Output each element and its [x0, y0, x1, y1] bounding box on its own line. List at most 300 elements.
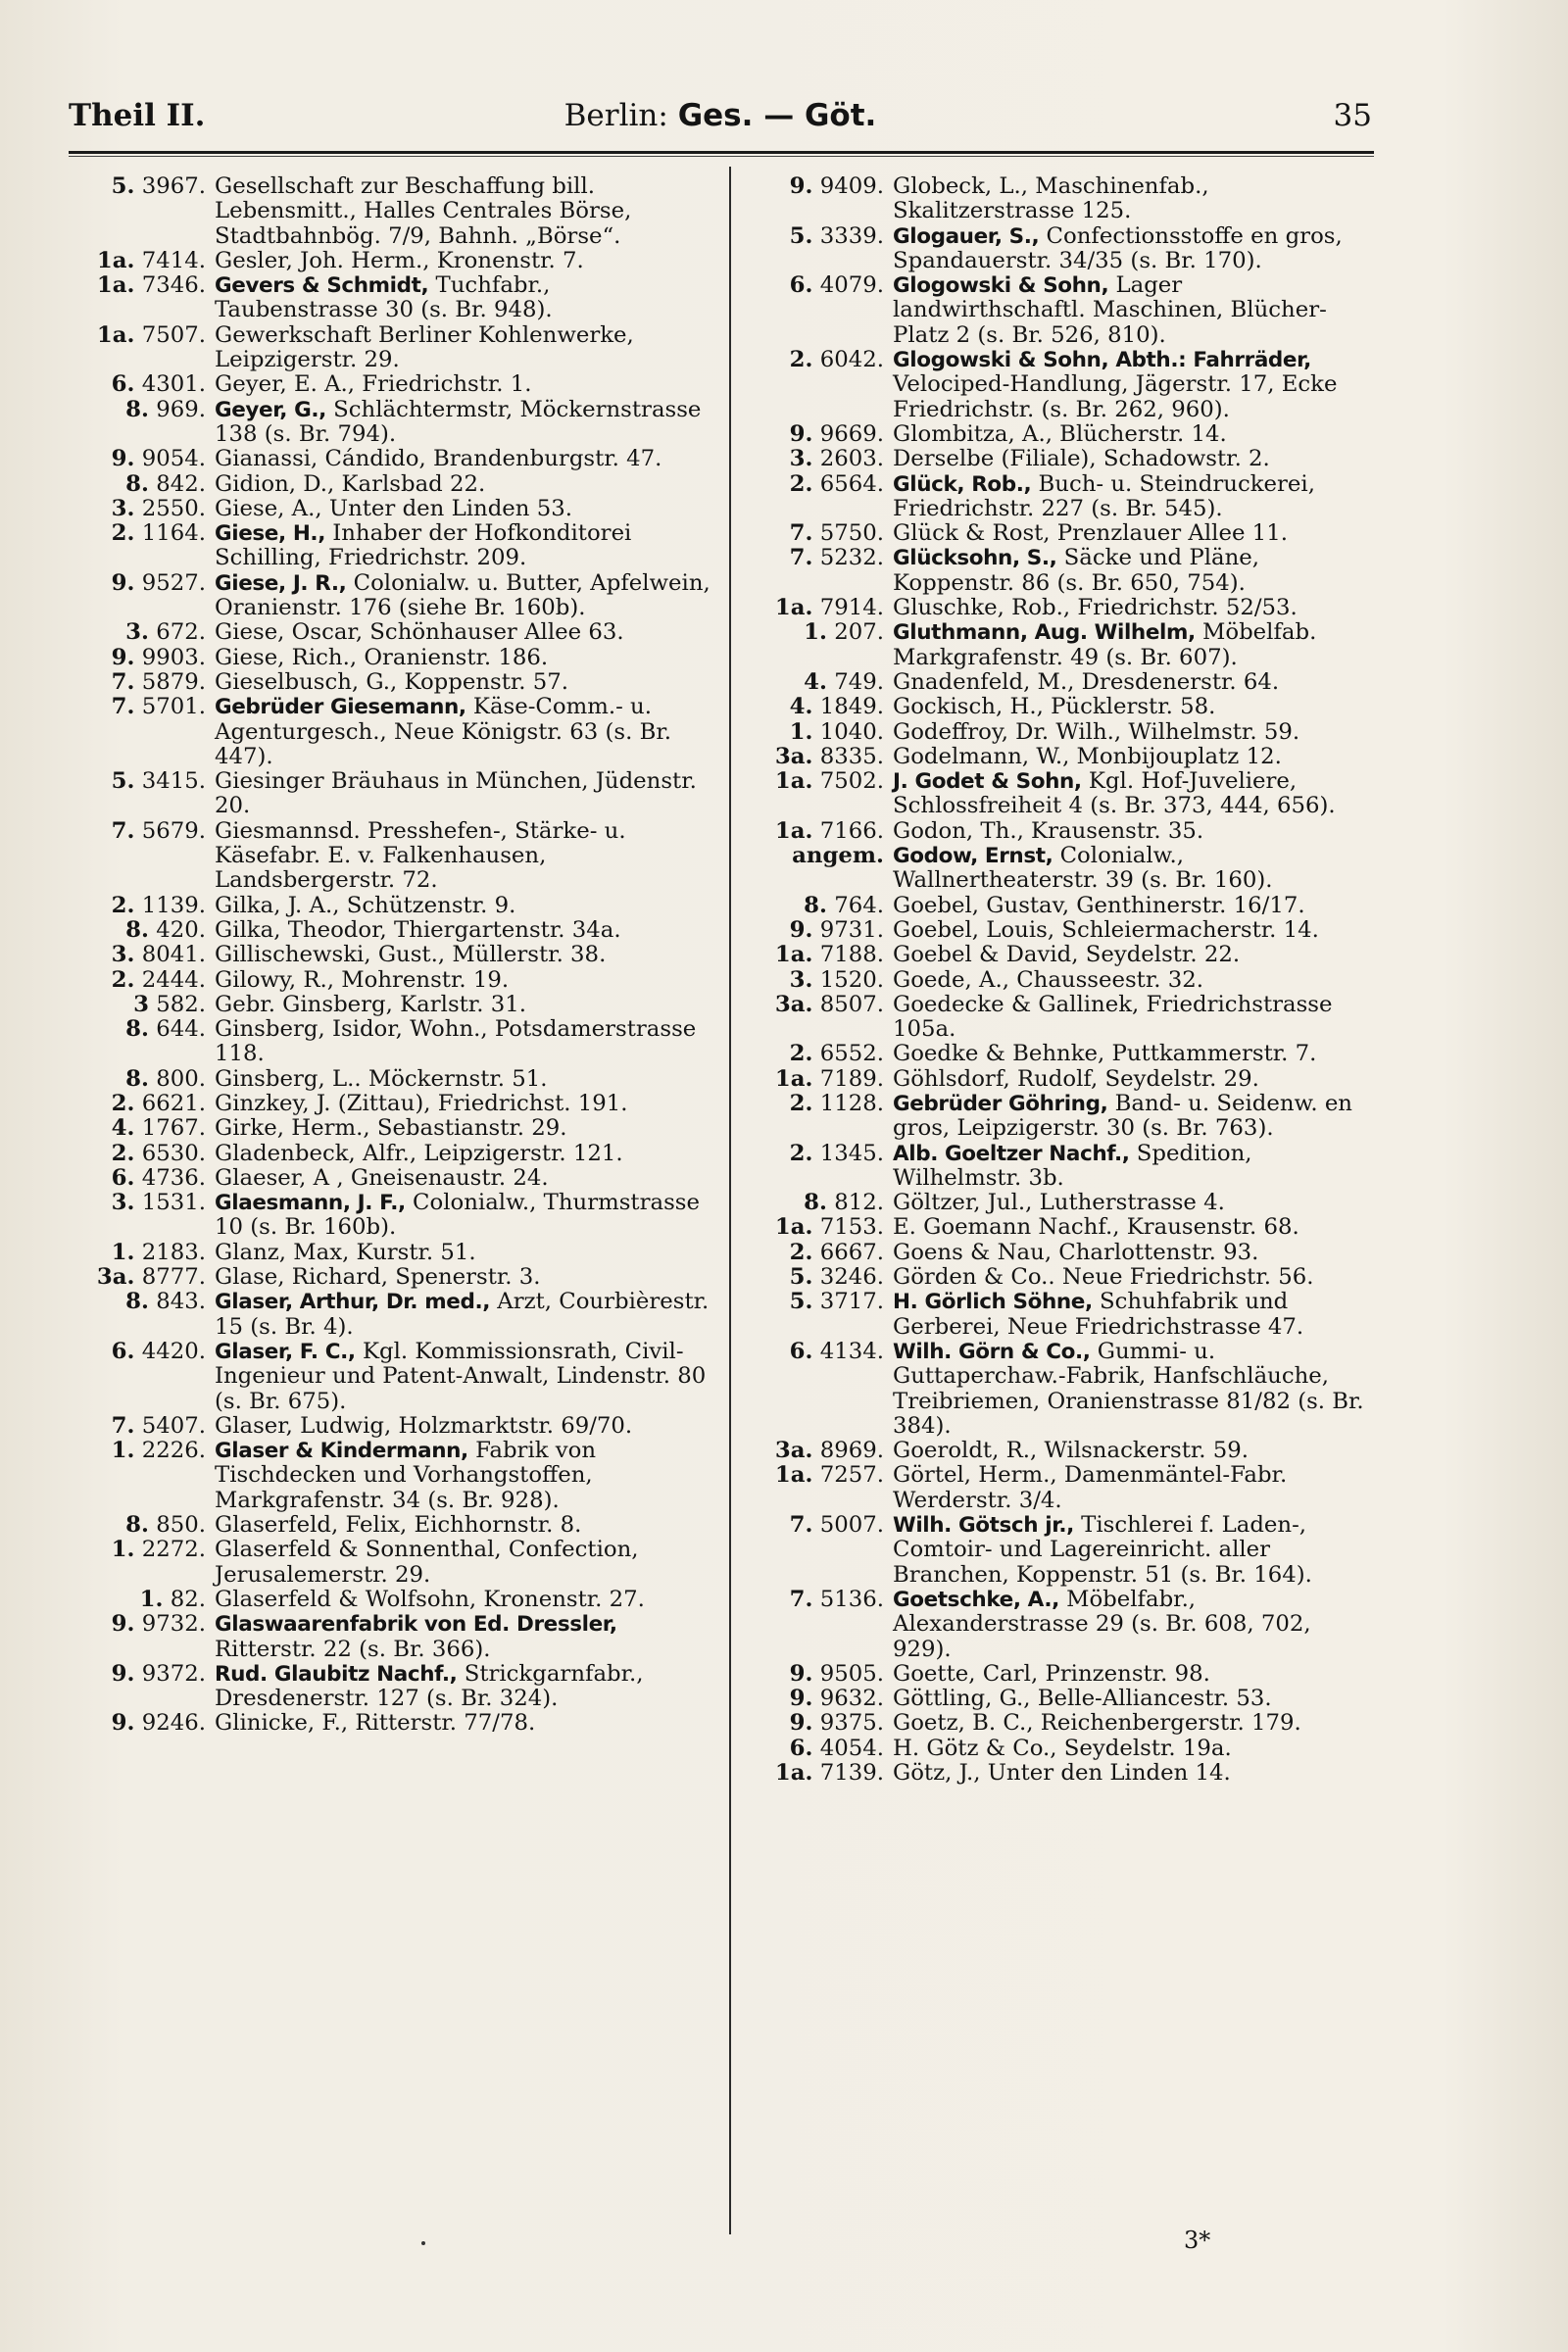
entry-number: 1345. [819, 1140, 884, 1166]
directory-entry [747, 1215, 1374, 1240]
directory-entry [747, 1687, 1374, 1711]
entry-exchange: 1. [111, 1537, 135, 1563]
header-title [69, 98, 1372, 133]
entry-phone-number [747, 1463, 884, 1488]
entry-number: 7189. [819, 1065, 884, 1092]
directory-entry [69, 372, 715, 397]
directory-entry [69, 1265, 715, 1290]
entry-number: 2444. [141, 966, 206, 993]
entry-number: 8777. [141, 1264, 206, 1291]
entry-highlight-name: Giese, H., [215, 521, 325, 547]
directory-entry [747, 1588, 1374, 1662]
entry-exchange: 6. [789, 1735, 813, 1761]
entry-number: 9669. [819, 420, 884, 447]
entry-highlight-name: Glaser, F. C., [215, 1339, 356, 1364]
entry-number: 6530. [141, 1140, 206, 1166]
entry-number: 850. [156, 1512, 206, 1539]
entry-text: Gnadenfeld, M., Dresdenerstr. 64. [893, 668, 1280, 695]
entry-exchange: 9. [789, 1710, 813, 1737]
entry-phone-number [69, 1116, 206, 1141]
directory-entry [69, 1513, 715, 1538]
entry-number: 1128. [819, 1090, 884, 1116]
entry-highlight-name: Giese, J. R., [215, 570, 347, 596]
entry-number: 7914. [819, 595, 884, 621]
entry-exchange: 3a. [96, 1264, 135, 1291]
entry-number: 843. [156, 1289, 206, 1315]
entry-number: 1767. [141, 1115, 206, 1142]
entry-number: 4134. [819, 1338, 884, 1364]
directory-entry [747, 1241, 1374, 1265]
entry-exchange: 3. [111, 942, 135, 968]
directory-entry [747, 1761, 1374, 1786]
entry-exchange: 1a. [774, 817, 813, 844]
entry-phone-number [747, 769, 884, 794]
entry-text: Gilka, J. A., Schützenstr. 9. [215, 892, 516, 918]
entry-phone-number [69, 1017, 206, 1042]
entry-exchange: 6. [789, 272, 813, 299]
entry-number: 207. [834, 619, 884, 646]
entry-exchange: 7. [789, 1586, 813, 1612]
entry-number: 9505. [819, 1660, 884, 1687]
header-city: Berlin: [564, 98, 668, 133]
directory-entry [69, 398, 715, 448]
entry-phone-number [747, 447, 884, 471]
directory-entry [747, 472, 1374, 522]
entry-text: Göltzer, Jul., Lutherstrasse 4. [893, 1190, 1225, 1216]
entry-number: 5679. [141, 817, 206, 844]
entry-number: 7153. [819, 1214, 884, 1241]
entry-exchange: 7. [111, 1412, 135, 1439]
entry-number: 9246. [141, 1710, 206, 1737]
directory-entry [747, 1265, 1374, 1290]
directory-entry [69, 620, 715, 645]
entry-text: Ginsberg, L.. Möckernstr. 51. [215, 1065, 548, 1092]
directory-entry [747, 1092, 1374, 1142]
entry-exchange: 9. [789, 916, 813, 943]
entry-text: Gluschke, Rob., Friedrichstr. 52/53. [893, 595, 1298, 621]
entry-highlight-name: J. Godet & Sohn, [893, 769, 1082, 795]
entry-text: Säcke und Pläne, Koppenstr. 86 (s. Br. 650, 754). [893, 545, 1260, 596]
entry-phone-number [747, 472, 884, 497]
entry-phone-number [69, 943, 206, 967]
entry-exchange: 9. [789, 1686, 813, 1712]
directory-entry [69, 273, 715, 323]
directory-entry [69, 993, 715, 1017]
entry-exchange: 9. [789, 420, 813, 447]
entry-phone-number [747, 1142, 884, 1166]
entry-phone-number [69, 1414, 206, 1439]
signature-mark: 3* [1184, 2227, 1211, 2254]
entry-number: 800. [156, 1065, 206, 1092]
entry-text: Goebel, Louis, Schleiermacherstr. 14. [893, 916, 1319, 943]
entry-exchange: 8. [125, 1512, 149, 1539]
entry-phone-number [69, 1612, 206, 1637]
entry-text: Goebel, Gustav, Genthinerstr. 16/17. [893, 892, 1305, 918]
entry-text: Tuchfabr., Taubenstrasse 30 (s. Br. 948). [215, 272, 553, 323]
entry-exchange: 5. [789, 222, 813, 249]
directory-entry [69, 1612, 715, 1662]
entry-highlight-name: Gevers & Schmidt, [215, 273, 429, 299]
entry-phone-number [69, 1513, 206, 1538]
entry-text: Colonialw., Wallnertheaterstr. 39 (s. Br. 160). [893, 843, 1273, 894]
entry-exchange: 6. [111, 1164, 135, 1191]
directory-entry [747, 620, 1374, 670]
entry-phone-number [747, 1215, 884, 1240]
entry-number: 82. [170, 1586, 206, 1612]
entry-text: Giesinger Bräuhaus in München, Jüdenstr. 20. [215, 768, 697, 819]
entry-text: Gesellschaft zur Beschaffung bill. Lebensmitt., Halles Centrales Börse, Stadtbahnbög. 7/9, Bahnh. „Börse“. [215, 173, 632, 249]
directory-entry [747, 1067, 1374, 1092]
entry-phone-number [747, 819, 884, 844]
right-column [747, 174, 1374, 1786]
entry-phone-number [69, 918, 206, 943]
directory-entry [747, 546, 1374, 596]
entry-phone-number [747, 943, 884, 967]
entry-exchange: 1a. [774, 768, 813, 795]
entry-phone-number [747, 1191, 884, 1215]
entry-text: Goebel & David, Seydelstr. 22. [893, 942, 1241, 968]
entry-exchange: 1a. [774, 595, 813, 621]
entry-highlight-name: Glogowski & Sohn, Abth.: Fahrräder, [893, 348, 1311, 373]
entry-phone-number [69, 695, 206, 719]
entry-highlight-name: Gluthmann, Aug. Wilhelm, [893, 620, 1196, 646]
entry-text: Lager landwirthschaftl. Maschinen, Blücher-Platz 2 (s. Br. 526, 810). [893, 272, 1327, 348]
entry-phone-number [69, 1166, 206, 1191]
entry-number: 749. [834, 668, 884, 695]
entry-text: Kgl. Kommissionsrath, Civil-Ingenieur und Patent-Anwalt, Lindenstr. 80 (s. Br. 675). [215, 1338, 707, 1414]
directory-entry [69, 1092, 715, 1116]
entry-number: 7507. [141, 321, 206, 348]
directory-entry [69, 1290, 715, 1340]
entry-exchange: 8. [804, 892, 827, 918]
entry-phone-number [69, 472, 206, 497]
entry-text: Gockisch, H., Pücklerstr. 58. [893, 694, 1216, 720]
entry-text: Götz, J., Unter den Linden 14. [893, 1760, 1231, 1786]
entry-number: 7188. [819, 942, 884, 968]
entry-exchange: 1a. [96, 321, 135, 348]
entry-phone-number [747, 596, 884, 620]
entry-text: Glombitza, A., Blücherstr. 14. [893, 420, 1227, 447]
entry-exchange: 8. [125, 396, 149, 422]
entry-highlight-name: Gebrüder Giesemann, [215, 695, 466, 720]
header-rule-thin [69, 156, 1374, 157]
entry-number: 3717. [819, 1289, 884, 1315]
directory-entry [69, 918, 715, 943]
entry-exchange: 2. [789, 1090, 813, 1116]
directory-entry [747, 174, 1374, 224]
directory-entry [69, 497, 715, 521]
entry-exchange: 3. [111, 495, 135, 521]
entry-phone-number [69, 1340, 206, 1364]
directory-entry [747, 1042, 1374, 1066]
entry-number: 2272. [141, 1537, 206, 1563]
entry-text: Schlächtermstr, Möckernstrasse 138 (s. Br. 794). [215, 396, 702, 447]
entry-number: 4736. [141, 1164, 206, 1191]
entry-number: 7257. [819, 1462, 884, 1489]
entry-text: Glase, Richard, Spenerstr. 3. [215, 1264, 541, 1291]
entry-text: Colonialw., Thurmstrasse 10 (s. Br. 160b). [215, 1190, 700, 1241]
section-label: Theil II. [69, 98, 206, 133]
entry-text: Fabrik von Tischdecken und Vorhangstoffen, Markgrafenstr. 34 (s. Br. 928). [215, 1438, 597, 1513]
entry-phone-number [69, 521, 206, 546]
entry-number: 7414. [141, 247, 206, 273]
entry-number: 6667. [819, 1239, 884, 1265]
entry-highlight-name: Glaser, Arthur, Dr. med., [215, 1290, 490, 1315]
entry-text: Giesmannsd. Presshefen-, Stärke- u. Käsefabr. E. v. Falkenhausen, Landsbergerstr. 72. [215, 817, 626, 894]
entry-phone-number [747, 745, 884, 769]
entry-phone-number [747, 1067, 884, 1092]
entry-text: Gieselbusch, G., Koppenstr. 57. [215, 668, 569, 695]
entry-exchange: 3. [111, 1190, 135, 1216]
entry-exchange: 9. [111, 446, 135, 472]
directory-entry [747, 1662, 1374, 1687]
entry-exchange: 2. [111, 520, 135, 547]
entry-number: 5407. [141, 1412, 206, 1439]
entry-exchange: 1a. [774, 942, 813, 968]
entry-text: Gillischewski, Gust., Müllerstr. 38. [215, 942, 607, 968]
entry-phone-number [69, 1711, 206, 1736]
entry-text: Godeffroy, Dr. Wilh., Wilhelmstr. 59. [893, 718, 1300, 745]
entry-text: Gianassi, Cándido, Brandenburgstr. 47. [215, 446, 662, 472]
entry-number: 5136. [819, 1586, 884, 1612]
entry-number: 969. [156, 396, 206, 422]
entry-phone-number [69, 1662, 206, 1687]
directory-entry [747, 670, 1374, 695]
entry-phone-number [69, 819, 206, 844]
entry-text: Velociped-Handlung, Jägerstr. 17, Ecke Friedrichstr. (s. Br. 262, 960). [893, 371, 1338, 422]
directory-entry [69, 646, 715, 670]
directory-entry [69, 323, 715, 373]
entry-phone-number [747, 670, 884, 695]
directory-entry [747, 1439, 1374, 1463]
entry-number: 1849. [819, 694, 884, 720]
entry-text: Confectionsstoffe en gros, Spandauerstr. 34/35 (s. Br. 170). [893, 222, 1343, 273]
entry-text: Spedition, Wilhelmstr. 3b. [893, 1140, 1252, 1191]
entry-phone-number [69, 1290, 206, 1314]
entry-exchange: 9. [111, 1660, 135, 1687]
directory-entry [747, 447, 1374, 471]
directory-entry [69, 1588, 715, 1612]
entry-exchange: 8. [125, 1065, 149, 1092]
entry-exchange: 9. [111, 569, 135, 596]
entry-exchange: 1a. [96, 272, 135, 299]
entry-text: Godelmann, W., Monbijouplatz 12. [893, 743, 1282, 769]
entry-number: 2550. [141, 495, 206, 521]
entry-exchange: 3. [125, 619, 149, 646]
entry-text: Glanz, Max, Kurstr. 51. [215, 1239, 476, 1265]
entry-phone-number [747, 620, 884, 645]
directory-entry [747, 596, 1374, 620]
entry-text: Goette, Carl, Prinzenstr. 98. [893, 1660, 1210, 1687]
entry-phone-number [747, 1340, 884, 1364]
entry-text: Glaserfeld & Sonnenthal, Confection, Jerusalemerstr. 29. [215, 1537, 639, 1588]
entry-text: Glaser, Ludwig, Holzmarktstr. 69/70. [215, 1412, 633, 1439]
column-divider [729, 167, 731, 2234]
directory-entry [69, 447, 715, 471]
entry-highlight-name: Geyer, G., [215, 397, 326, 422]
directory-entry [747, 1711, 1374, 1736]
entry-phone-number [69, 497, 206, 521]
left-column [69, 174, 715, 1737]
entry-phone-number [747, 1241, 884, 1265]
directory-entry [747, 1463, 1374, 1513]
directory-entry [747, 769, 1374, 819]
entry-highlight-name: H. Görlich Söhne, [893, 1290, 1093, 1315]
entry-phone-number [747, 1290, 884, 1314]
entry-text: Glaserfeld & Wolfsohn, Kronenstr. 27. [215, 1586, 645, 1612]
directory-entry [747, 720, 1374, 745]
entry-exchange: 2. [789, 1239, 813, 1265]
entry-exchange: 2. [111, 966, 135, 993]
entry-text: Goetz, B. C., Reichenbergerstr. 179. [893, 1710, 1301, 1737]
directory-entry [747, 918, 1374, 943]
directory-entry [747, 1340, 1374, 1439]
entry-number: 4301. [141, 371, 206, 398]
entry-exchange: 4. [111, 1115, 135, 1142]
entry-exchange: angem. [792, 843, 884, 869]
entry-phone-number [69, 249, 206, 273]
entry-text: Strickgarnfabr., Dresdenerstr. 127 (s. Br. 324). [215, 1660, 644, 1712]
entry-phone-number [747, 1092, 884, 1116]
entry-number: 6042. [819, 347, 884, 373]
entry-number: 1164. [141, 520, 206, 547]
entry-highlight-name: Gebrüder Göhring, [893, 1091, 1108, 1116]
entry-highlight-name: Glück, Rob., [893, 471, 1032, 497]
entry-text: Gilowy, R., Mohrenstr. 19. [215, 966, 510, 993]
entry-number: 8507. [819, 991, 884, 1017]
entry-exchange: 3a. [774, 743, 813, 769]
entry-phone-number [747, 1042, 884, 1066]
entry-number: 812. [834, 1190, 884, 1216]
entry-phone-number [69, 993, 206, 1017]
entry-phone-number [69, 1538, 206, 1562]
entry-exchange: 2. [111, 1090, 135, 1116]
entry-exchange: 1. [139, 1586, 164, 1612]
entry-text: Glaserfeld, Felix, Eichhornstr. 8. [215, 1512, 582, 1539]
entry-number: 9372. [141, 1660, 206, 1687]
entry-number: 9375. [819, 1710, 884, 1737]
entry-number: 420. [156, 916, 206, 943]
entry-highlight-name: Rud. Glaubitz Nachf., [215, 1661, 458, 1687]
entry-exchange: 8. [125, 1016, 149, 1043]
entry-text: Gummi- u. Guttaperchaw.-Fabrik, Hanfschläuche, Treibriemen, Oranienstrasse 81/82 (s. Br. 384). [893, 1338, 1364, 1439]
entry-exchange: 5. [789, 1289, 813, 1315]
entry-phone-number [69, 398, 206, 422]
entry-number: 6621. [141, 1090, 206, 1116]
entry-number: 3339. [819, 222, 884, 249]
directory-entry [69, 1142, 715, 1166]
entry-text: Gilka, Theodor, Thiergartenstr. 34a. [215, 916, 621, 943]
entry-text: Goede, A., Chausseestr. 32. [893, 966, 1203, 993]
entry-exchange: 8. [125, 916, 149, 943]
entry-phone-number [747, 1761, 884, 1786]
entry-phone-number [69, 174, 206, 199]
entry-phone-number [69, 1142, 206, 1166]
entry-exchange: 1. [111, 1239, 135, 1265]
entry-exchange: 7. [789, 520, 813, 547]
entry-number: 842. [156, 470, 206, 497]
entry-number: 7502. [819, 768, 884, 795]
entry-text: Gidion, D., Karlsbad 22. [215, 470, 486, 497]
entry-text: Geyer, E. A., Friedrichstr. 1. [215, 371, 532, 398]
entry-exchange: 2. [111, 1140, 135, 1166]
entry-phone-number [747, 1439, 884, 1463]
directory-entry [69, 894, 715, 918]
directory-entry [747, 819, 1374, 844]
entry-phone-number [747, 1662, 884, 1687]
directory-entry [69, 1538, 715, 1588]
directory-entry [69, 1166, 715, 1191]
entry-number: 1531. [141, 1190, 206, 1216]
entry-exchange: 3. [789, 966, 813, 993]
entry-exchange: 7. [789, 545, 813, 571]
entry-text: Gladenbeck, Alfr., Leipzigerstr. 121. [215, 1140, 623, 1166]
entry-exchange: 4. [804, 668, 827, 695]
entry-exchange: 2. [789, 1140, 813, 1166]
ink-dot [421, 2241, 425, 2245]
directory-entry [747, 1737, 1374, 1761]
directory-entry [747, 224, 1374, 274]
entry-text: Ritterstr. 22 (s. Br. 366). [215, 1636, 491, 1662]
entry-exchange: 1. [804, 619, 827, 646]
entry-highlight-name: Wilh. Götsch jr., [893, 1513, 1074, 1539]
entry-number: 672. [156, 619, 206, 646]
entry-phone-number [747, 695, 884, 719]
entry-number: 6552. [819, 1041, 884, 1067]
entry-text: Girke, Herm., Sebastianstr. 29. [215, 1115, 567, 1142]
entry-phone-number [69, 273, 206, 298]
entry-phone-number [747, 720, 884, 745]
entry-number: 7139. [819, 1760, 884, 1786]
entry-exchange: 9. [111, 1611, 135, 1638]
entry-number: 9527. [141, 569, 206, 596]
entry-exchange: 4. [789, 694, 813, 720]
entry-exchange: 1. [789, 718, 813, 745]
entry-text: Goedke & Behnke, Puttkammerstr. 7. [893, 1041, 1317, 1067]
directory-entry [747, 894, 1374, 918]
directory-entry [69, 1017, 715, 1067]
directory-entry [69, 521, 715, 571]
entry-phone-number [747, 1737, 884, 1761]
entry-phone-number [69, 1265, 206, 1290]
entry-phone-number [747, 993, 884, 1017]
directory-entry [69, 174, 715, 249]
entry-exchange: 5. [111, 768, 135, 795]
entry-number: 4420. [141, 1338, 206, 1364]
directory-entry [747, 993, 1374, 1043]
entry-exchange: 3 [133, 991, 149, 1017]
directory-entry [69, 1711, 715, 1736]
entry-text: Glinicke, F., Ritterstr. 77/78. [215, 1710, 536, 1737]
entry-phone-number [747, 224, 884, 249]
entry-text: Göhlsdorf, Rudolf, Seydelstr. 29. [893, 1065, 1259, 1092]
entry-number: 3967. [141, 173, 206, 199]
entry-highlight-name: Alb. Goeltzer Nachf., [893, 1141, 1130, 1166]
entry-number: 2183. [141, 1239, 206, 1265]
entry-text: Giese, Oscar, Schönhauser Allee 63. [215, 619, 624, 646]
entry-exchange: 7. [111, 694, 135, 720]
entry-number: 2603. [819, 446, 884, 472]
entry-phone-number [747, 1588, 884, 1612]
entry-number: 5007. [819, 1512, 884, 1539]
entry-phone-number [69, 1241, 206, 1265]
entry-exchange: 1a. [96, 247, 135, 273]
entry-phone-number [747, 174, 884, 199]
entry-highlight-name: Godow, Ernst, [893, 844, 1054, 869]
entry-exchange: 6. [111, 1338, 135, 1364]
directory-entry [747, 1191, 1374, 1215]
entry-phone-number [69, 372, 206, 397]
